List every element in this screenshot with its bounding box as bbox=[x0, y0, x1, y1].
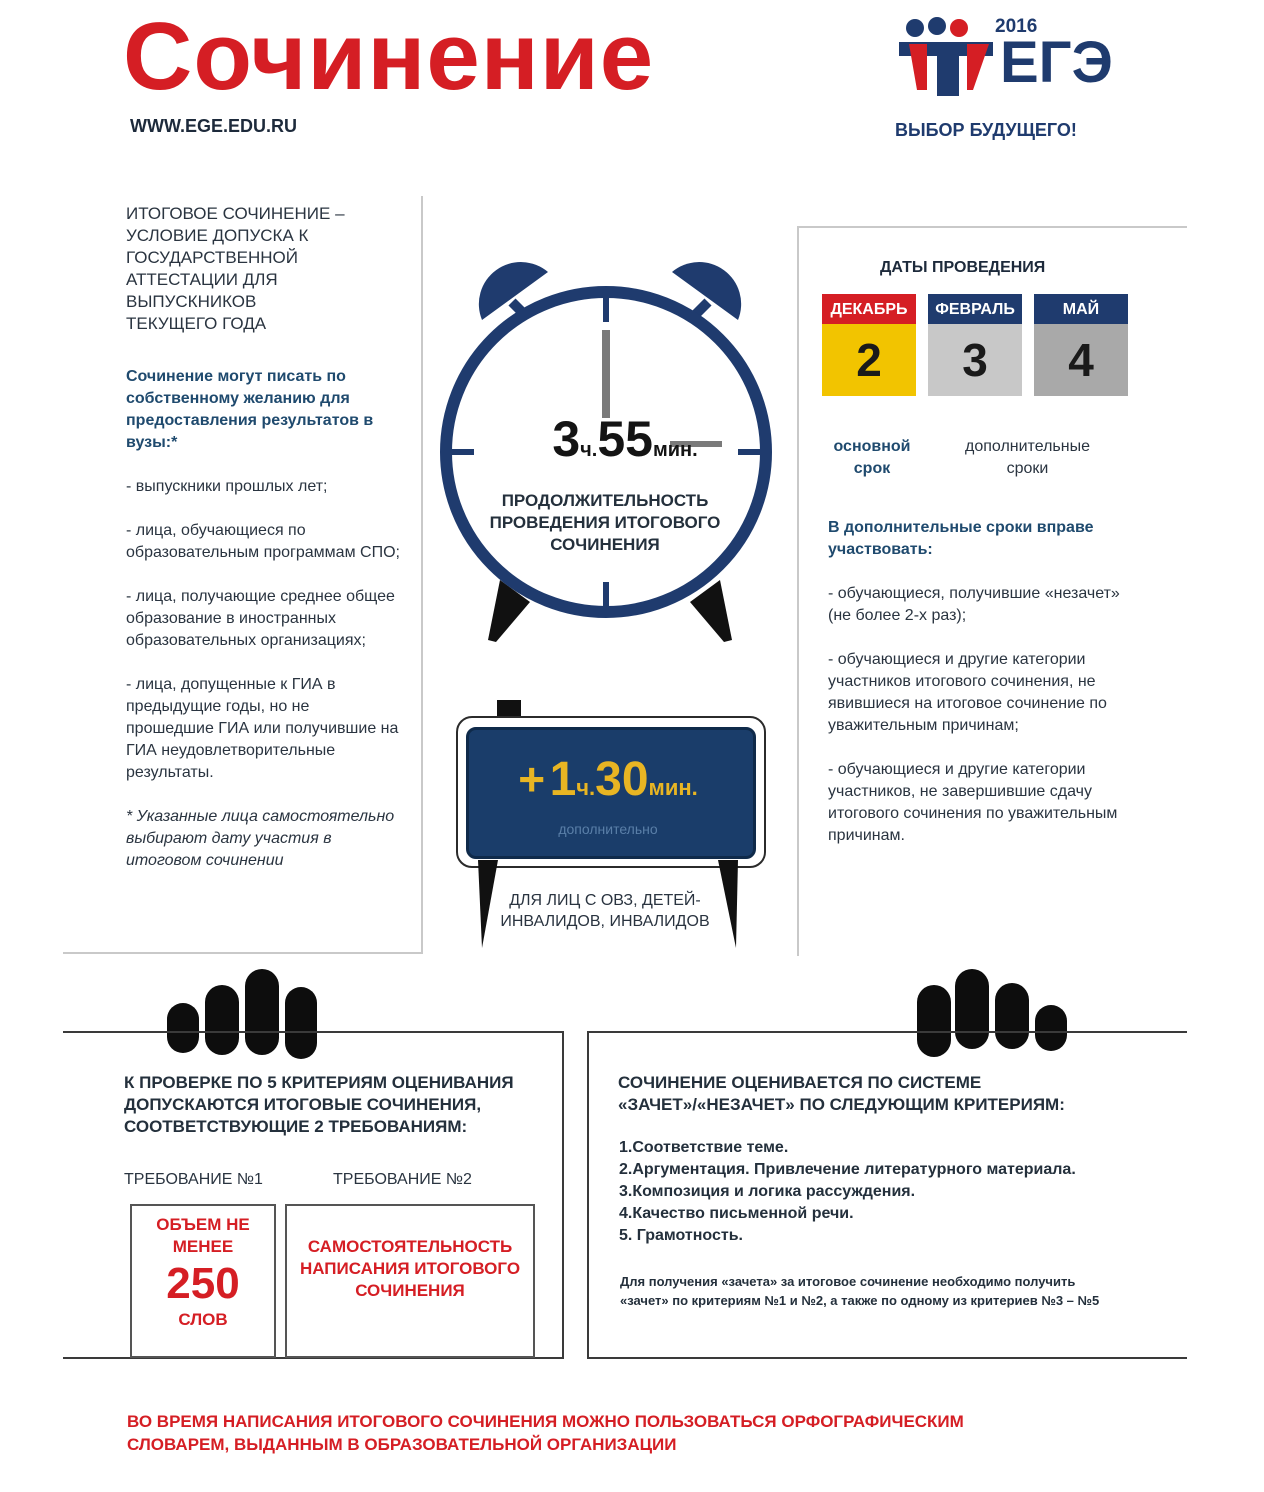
extra-terms-title: В дополнительные сроки вправе участвовать: bbox=[828, 519, 1094, 558]
list-item: - обучающиеся и другие категории участников итогового сочинения, не явившиеся на итоговое сочинение по уважительным причинам; bbox=[828, 651, 1107, 734]
duration-value bbox=[445, 410, 805, 468]
criteria-title: СОЧИНЕНИЕ ОЦЕНИВАЕТСЯ ПО СИСТЕМЕ «ЗАЧЕТ»/«НЕЗАЧЕТ» ПО СЛЕДУЮЩИМ КРИТЕРИЯМ: bbox=[618, 1073, 1065, 1114]
ege-logo-icon bbox=[893, 16, 1003, 100]
list-item: - выпускники прошлых лет; bbox=[126, 478, 328, 495]
list-item: 1.Соответствие теме. bbox=[619, 1139, 789, 1156]
extra-time-sub: дополнительно bbox=[558, 821, 658, 837]
requirement-1-bottom: СЛОВ bbox=[178, 1310, 228, 1329]
left-heading-line: АТТЕСТАЦИИ ДЛЯ bbox=[126, 270, 278, 289]
list-item: 2.Аргументация. Привлечение литературного материала. bbox=[619, 1161, 1076, 1178]
requirement-1-top: ОБЪЕМ НЕ МЕНЕЕ bbox=[156, 1215, 250, 1256]
extra-minutes: 30 bbox=[595, 753, 649, 806]
extra-hours-unit: ч. bbox=[576, 775, 596, 800]
list-item: - лица, допущенные к ГИА в предыдущие годы, но не прошедшие ГИА или получившие на ГИА неудовлетворительные результаты. bbox=[126, 676, 399, 781]
extra-hours: 1 bbox=[549, 753, 577, 806]
list-item: 3.Композиция и логика рассуждения. bbox=[619, 1183, 916, 1200]
left-heading-line: УСЛОВИЕ ДОПУСКА К bbox=[126, 226, 309, 245]
website-link[interactable]: WWW.EGE.EDU.RU bbox=[130, 116, 297, 136]
left-list bbox=[126, 476, 401, 894]
duration-minutes-unit: мин. bbox=[652, 439, 698, 461]
list-item: 5. Грамотность. bbox=[619, 1227, 743, 1244]
duration-minutes: 55 bbox=[597, 411, 653, 467]
extra-plus: + bbox=[518, 753, 546, 805]
list-item: 4.Качество письменной речи. bbox=[619, 1205, 854, 1222]
list-item: - обучающиеся, получившие «незачет» (не более 2-х раз); bbox=[828, 585, 1120, 624]
main-term-label: основной срок bbox=[833, 438, 911, 477]
calendar-day: 2 bbox=[822, 324, 916, 396]
duration-hours: 3 bbox=[552, 411, 581, 467]
logo-year: 2016 bbox=[995, 16, 1038, 37]
left-intro: Сочинение могут писать по собственному желанию для предоставления результатов в вузы:* bbox=[126, 368, 374, 451]
footer-note: ВО ВРЕМЯ НАПИСАНИЯ ИТОГОВОГО СОЧИНЕНИЯ МОЖНО ПОЛЬЗОВАТЬСЯ ОРФОГРАФИЧЕСКИМ СЛОВАРЕМ, ВЫДАННЫМ В ОБРАЗОВАТЕЛЬНОЙ ОРГАНИЗАЦИИ bbox=[127, 1412, 964, 1454]
left-heading bbox=[126, 203, 401, 335]
extra-time-caption: ДЛЯ ЛИЦ С ОВЗ, ДЕТЕЙ-ИНВАЛИДОВ, ИНВАЛИДОВ bbox=[500, 892, 710, 930]
extra-terms-list bbox=[828, 583, 1128, 869]
calendar-day: 4 bbox=[1034, 324, 1128, 396]
page-title: Сочинение bbox=[123, 3, 655, 110]
duration-hours-unit: ч. bbox=[580, 439, 598, 461]
requirements-title: К ПРОВЕРКЕ ПО 5 КРИТЕРИЯМ ОЦЕНИВАНИЯ ДОПУСКАЮТСЯ ИТОГОВЫЕ СОЧИНЕНИЯ, СООТВЕТСТВУЮЩИЕ 2 ТРЕБОВАНИЯМ: bbox=[124, 1073, 514, 1136]
criteria-list bbox=[619, 1137, 1159, 1247]
criteria-note: Для получения «зачета» за итоговое сочинение необходимо получить «зачет» по критериям №1 и №2, а также по одному из критериев №3 – №5 bbox=[620, 1274, 1100, 1308]
requirement-2-card bbox=[285, 1204, 535, 1358]
list-item: - обучающиеся и другие категории участников, не завершившие сдачу итогового сочинения по уважительным причинам. bbox=[828, 761, 1118, 844]
calendar-card-february bbox=[928, 294, 1022, 396]
calendar-month: МАЙ bbox=[1034, 294, 1128, 324]
requirement-1-card bbox=[130, 1204, 276, 1358]
requirement-1-number: 250 bbox=[166, 1259, 240, 1308]
calendar-day: 3 bbox=[928, 324, 1022, 396]
duration-label: ПРОДОЛЖИТЕЛЬНОСТЬ ПРОВЕДЕНИЯ ИТОГОВОГО СОЧИНЕНИЯ bbox=[489, 491, 721, 554]
left-heading-line: ВЫПУСКНИКОВ bbox=[126, 292, 257, 311]
extra-time-value bbox=[466, 752, 750, 807]
logo-text: ЕГЭ bbox=[1000, 30, 1113, 95]
extra-minutes-unit: мин. bbox=[648, 775, 698, 800]
left-heading-line: ИТОГОВОЕ СОЧИНЕНИЕ – bbox=[126, 204, 345, 223]
calendar-month: ФЕВРАЛЬ bbox=[928, 294, 1022, 324]
requirement-2-text: САМОСТОЯТЕЛЬНОСТЬ НАПИСАНИЯ ИТОГОВОГО СОЧИНЕНИЯ bbox=[299, 1237, 521, 1300]
list-item: - лица, получающие среднее общее образование в иностранных образовательных организациях; bbox=[126, 588, 395, 649]
requirement-2-label: ТРЕБОВАНИЕ №2 bbox=[333, 1171, 472, 1188]
left-heading-line: ГОСУДАРСТВЕННОЙ bbox=[126, 248, 298, 267]
calendar-card-december bbox=[822, 294, 916, 396]
dates-title: ДАТЫ ПРОВЕДЕНИЯ bbox=[880, 259, 1046, 276]
list-item: - лица, обучающиеся по образовательным программам СПО; bbox=[126, 522, 400, 561]
requirement-1-label: ТРЕБОВАНИЕ №1 bbox=[124, 1171, 263, 1188]
calendar-month: ДЕКАБРЬ bbox=[822, 294, 916, 324]
footnote: * Указанные лица самостоятельно выбирают дату участия в итоговом сочинении bbox=[126, 808, 395, 869]
left-heading-line: ТЕКУЩЕГО ГОДА bbox=[126, 314, 267, 333]
extra-terms-label: дополнительные сроки bbox=[965, 438, 1090, 477]
slogan: ВЫБОР БУДУЩЕГО! bbox=[895, 120, 1077, 140]
calendar-card-may bbox=[1034, 294, 1128, 396]
